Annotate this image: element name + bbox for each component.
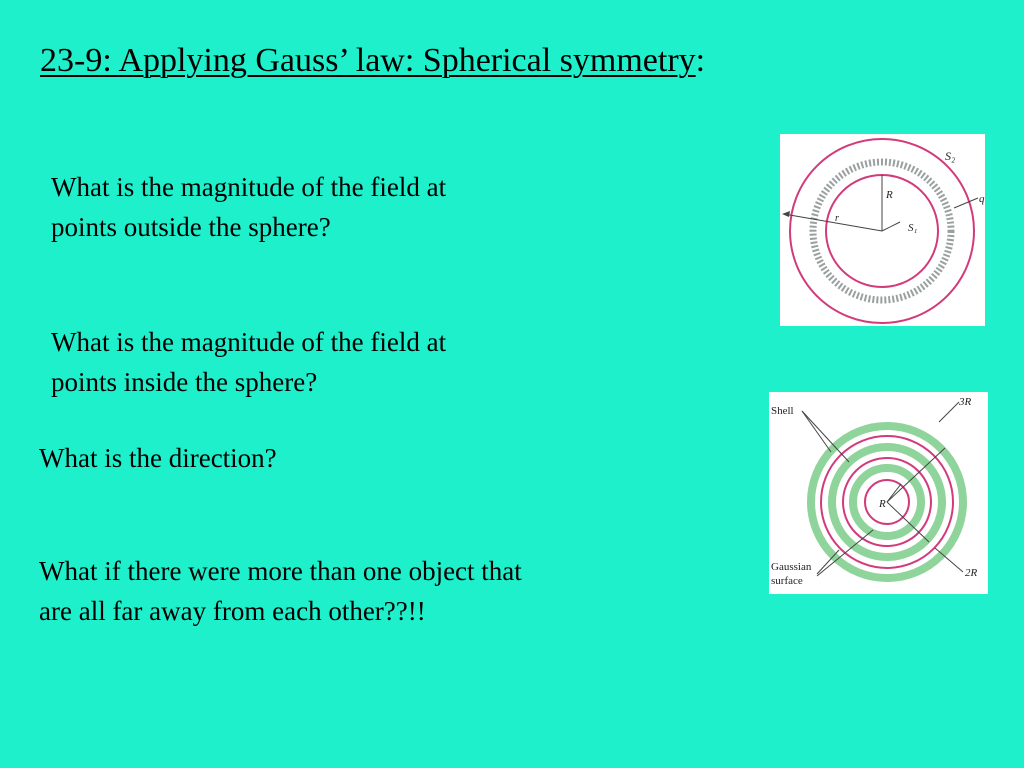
- slide-title-suffix: :: [695, 42, 706, 79]
- question-line: What is the direction?: [39, 443, 277, 473]
- question-line: points outside the sphere?: [51, 212, 331, 242]
- radius-R-line-2: [882, 222, 900, 231]
- label-R: R: [886, 189, 893, 201]
- question-direction: [39, 438, 277, 478]
- question-line: points inside the sphere?: [51, 367, 318, 397]
- label-3R: 3R: [959, 396, 972, 408]
- question-field-inside: [51, 322, 446, 402]
- label-r: r: [835, 213, 839, 224]
- concentric-shells-diagram: [769, 392, 988, 594]
- radius-R-arrow: [887, 484, 901, 502]
- sphere-gaussian-diagram: [780, 134, 985, 326]
- label-s1: S₁: [908, 222, 918, 234]
- sphere-gaussian-figure: [780, 134, 985, 326]
- slide-title: [40, 42, 705, 80]
- label-R-inner: R: [879, 498, 886, 510]
- radius-r-line: [784, 214, 882, 231]
- question-line: are all far away from each other??!!: [39, 596, 426, 626]
- question-multiple-objects: [39, 551, 522, 631]
- label-q: q: [979, 193, 985, 205]
- label-s2: S₂: [945, 149, 956, 163]
- question-line: What if there were more than one object that: [39, 556, 522, 586]
- shell-leader-1: [802, 411, 831, 452]
- question-field-outside: [51, 167, 446, 247]
- 3R-leader: [939, 402, 959, 422]
- slide-title-text: 23-9: Applying Gauss’ law: Spherical symmetry: [40, 42, 696, 79]
- question-line: What is the magnitude of the field at: [51, 172, 447, 202]
- label-gaussian-line2: surface: [771, 575, 803, 587]
- question-line: What is the magnitude of the field at: [51, 327, 447, 357]
- concentric-shells-figure: [769, 392, 988, 594]
- q-leader-line: [954, 198, 978, 208]
- radius-r-arrowhead: [782, 211, 790, 217]
- label-2R: 2R: [965, 567, 978, 579]
- label-gaussian-line1: Gaussian: [771, 561, 812, 573]
- label-shell: Shell: [771, 405, 794, 417]
